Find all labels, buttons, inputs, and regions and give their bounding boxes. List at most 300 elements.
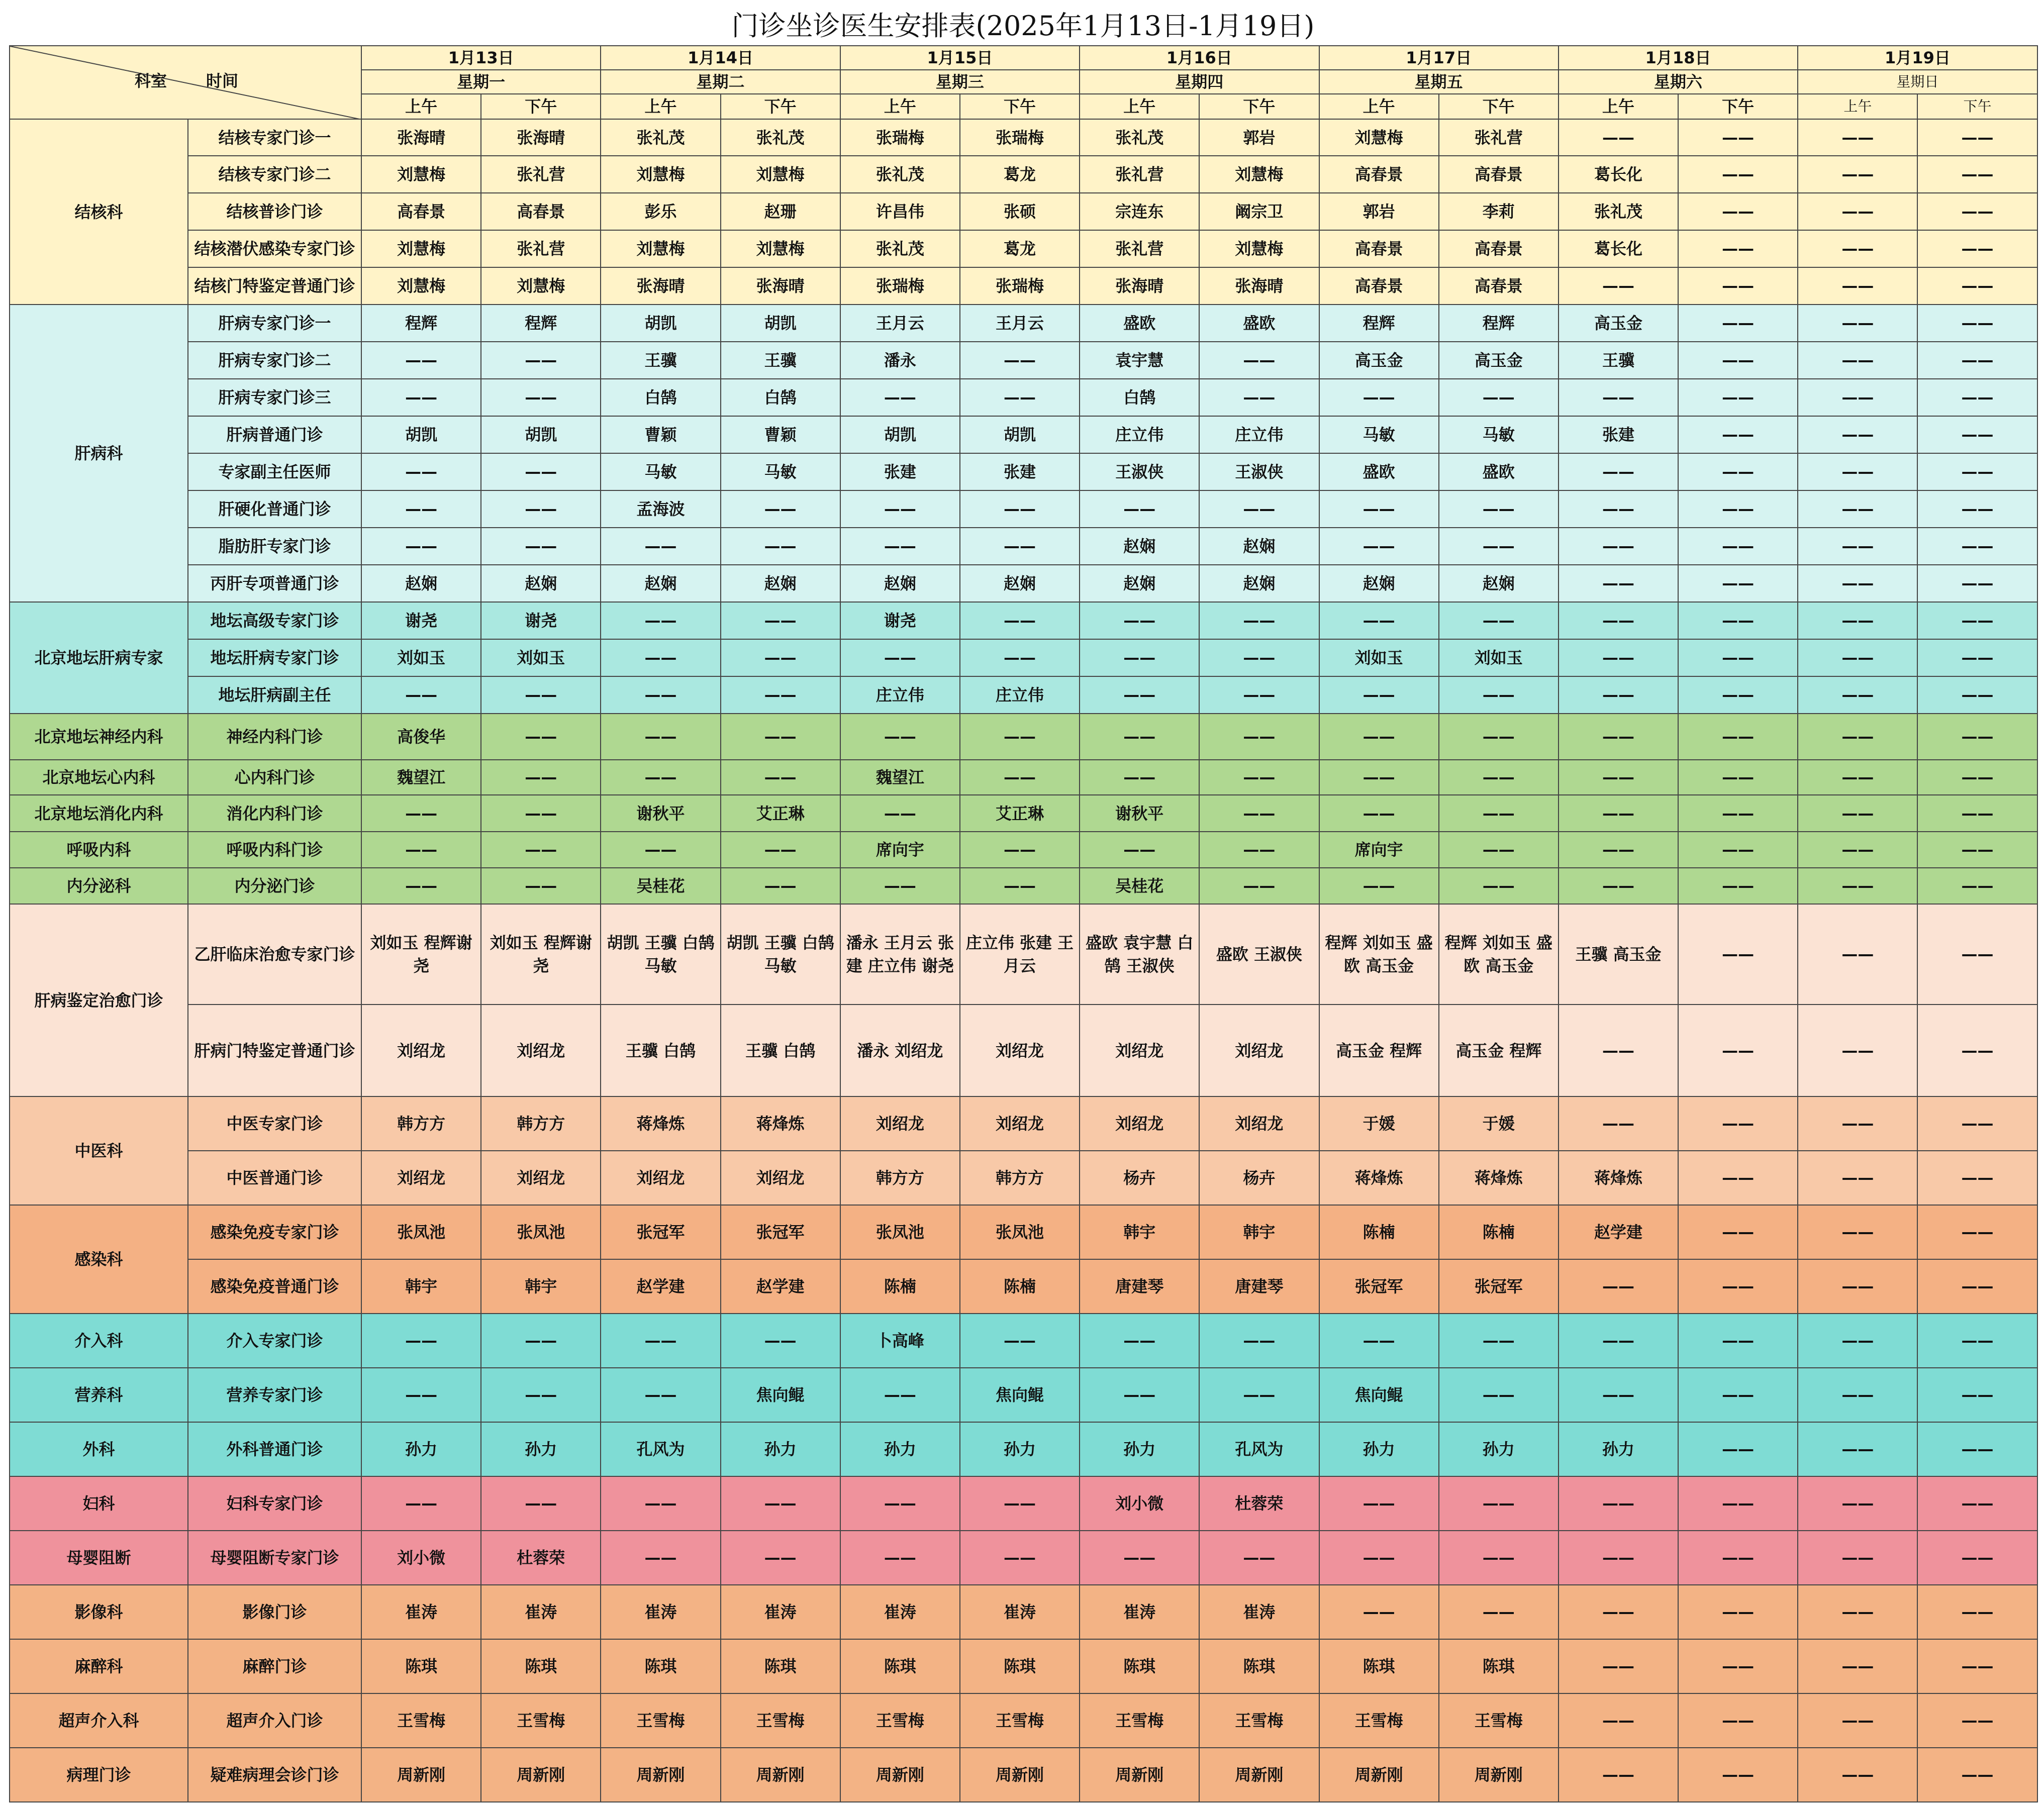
doctor-cell: —— [840, 639, 960, 676]
doctor-cell: 杜蓉荣 [481, 1531, 601, 1585]
doctor-cell: 高春景 [481, 193, 601, 230]
doctor-cell: —— [1678, 904, 1798, 1005]
doctor-cell: —— [1439, 868, 1559, 904]
doctor-cell: 谢尧 [361, 602, 481, 639]
doctor-cell: 葛长化 [1559, 156, 1678, 193]
doctor-cell: —— [1199, 760, 1319, 795]
doctor-cell: —— [1080, 639, 1199, 676]
doctor-cell: —— [1678, 676, 1798, 714]
doctor-cell: —— [1678, 156, 1798, 193]
table-row [10, 119, 2037, 156]
doctor-cell: —— [1917, 714, 2037, 760]
doctor-cell: —— [1678, 1259, 1798, 1314]
doctor-cell: —— [960, 342, 1080, 379]
doctor-cell: —— [1559, 868, 1678, 904]
doctor-cell: 孙力 [1319, 1422, 1439, 1476]
doctor-cell: —— [1678, 379, 1798, 416]
doctor-cell: —— [1917, 305, 2037, 342]
clinic-cell: 妇科专家门诊 [188, 1476, 361, 1531]
doctor-cell: —— [1559, 832, 1678, 868]
doctor-cell: 胡凯 [361, 416, 481, 453]
day-weekday: 星期二 [601, 70, 840, 94]
doctor-cell: —— [960, 528, 1080, 565]
doctor-cell: —— [481, 490, 601, 528]
doctor-cell: 周新刚 [721, 1748, 840, 1802]
doctor-cell: —— [1559, 676, 1678, 714]
doctor-cell: —— [481, 453, 601, 490]
doctor-cell: 陈琪 [1199, 1639, 1319, 1693]
doctor-cell: —— [1798, 230, 1917, 267]
doctor-cell: —— [481, 1368, 601, 1422]
doctor-cell: —— [1678, 868, 1798, 904]
doctor-cell: —— [1559, 1259, 1678, 1314]
doctor-cell: 程辉 [1319, 305, 1439, 342]
doctor-cell: —— [601, 832, 720, 868]
doctor-cell: 张礼茂 [840, 156, 960, 193]
doctor-cell: —— [1917, 639, 2037, 676]
doctor-cell: 于媛 [1319, 1096, 1439, 1151]
doctor-cell: 张礼茂 [1080, 119, 1199, 156]
doctor-cell: 高春景 [1319, 156, 1439, 193]
doctor-cell: 张海晴 [481, 119, 601, 156]
doctor-cell: 赵娴 [1439, 565, 1559, 602]
clinic-cell: 专家副主任医师 [188, 453, 361, 490]
doctor-cell: 韩方方 [361, 1096, 481, 1151]
doctor-cell: 宗连东 [1080, 193, 1199, 230]
doctor-cell: —— [1917, 1531, 2037, 1585]
doctor-cell: —— [1678, 832, 1798, 868]
table-row [10, 305, 2037, 342]
doctor-cell: —— [1678, 1314, 1798, 1368]
doctor-cell: —— [1080, 760, 1199, 795]
doctor-cell: 王雪梅 [1319, 1693, 1439, 1748]
doctor-cell: 陈琪 [481, 1639, 601, 1693]
department-cell: 北京地坛消化内科 [10, 795, 188, 832]
doctor-cell: —— [1798, 267, 1917, 305]
table-row [10, 1476, 2037, 1531]
doctor-cell: 许昌伟 [840, 193, 960, 230]
doctor-cell: 程辉 [361, 305, 481, 342]
am-label: 上午 [840, 94, 960, 119]
doctor-cell: —— [1439, 528, 1559, 565]
doctor-cell: —— [1199, 832, 1319, 868]
doctor-cell: 周新刚 [601, 1748, 720, 1802]
doctor-cell: 谢尧 [481, 602, 601, 639]
doctor-cell: —— [1678, 528, 1798, 565]
clinic-cell: 乙肝临床治愈专家门诊 [188, 904, 361, 1005]
doctor-cell: 焦向鲲 [1319, 1368, 1439, 1422]
doctor-cell: —— [1559, 565, 1678, 602]
table-row [10, 832, 2037, 868]
doctor-cell: —— [960, 1476, 1080, 1531]
clinic-cell: 地坛高级专家门诊 [188, 602, 361, 639]
doctor-cell: 艾正琳 [721, 795, 840, 832]
doctor-cell: —— [1678, 1693, 1798, 1748]
doctor-cell: —— [1199, 868, 1319, 904]
doctor-cell: 白鹄 [721, 379, 840, 416]
doctor-cell: 刘小微 [361, 1531, 481, 1585]
clinic-cell: 神经内科门诊 [188, 714, 361, 760]
department-cell: 营养科 [10, 1368, 188, 1422]
am-label: 上午 [1798, 94, 1917, 119]
department-cell: 北京地坛神经内科 [10, 714, 188, 760]
doctor-cell: —— [1678, 305, 1798, 342]
table-row [10, 1368, 2037, 1422]
doctor-cell: 张礼营 [1439, 119, 1559, 156]
doctor-cell: —— [601, 1314, 720, 1368]
clinic-cell: 内分泌门诊 [188, 868, 361, 904]
doctor-cell: —— [1319, 602, 1439, 639]
department-cell: 麻醉科 [10, 1639, 188, 1693]
doctor-cell: —— [361, 1476, 481, 1531]
doctor-cell: 刘绍龙 [1199, 1096, 1319, 1151]
doctor-cell: 孙力 [721, 1422, 840, 1476]
department-cell: 北京地坛心内科 [10, 760, 188, 795]
clinic-cell: 影像门诊 [188, 1585, 361, 1639]
department-cell: 北京地坛肝病专家 [10, 602, 188, 714]
doctor-cell: 周新刚 [840, 1748, 960, 1802]
doctor-cell: 艾正琳 [960, 795, 1080, 832]
doctor-cell: 高玉金 程辉 [1439, 1005, 1559, 1096]
doctor-cell: 曹颖 [601, 416, 720, 453]
doctor-cell: 王骥 白鹄 [601, 1005, 720, 1096]
doctor-cell: —— [1917, 230, 2037, 267]
doctor-cell: 张礼茂 [1559, 193, 1678, 230]
doctor-cell: —— [1917, 1422, 2037, 1476]
day-weekday: 星期六 [1559, 70, 1798, 94]
doctor-cell: —— [721, 528, 840, 565]
doctor-cell: —— [1080, 1314, 1199, 1368]
clinic-cell: 心内科门诊 [188, 760, 361, 795]
doctor-cell: 孙力 [1080, 1422, 1199, 1476]
doctor-cell: —— [1678, 795, 1798, 832]
doctor-cell: 蒋烽炼 [1559, 1151, 1678, 1205]
doctor-cell: —— [960, 639, 1080, 676]
doctor-cell: —— [1080, 676, 1199, 714]
doctor-cell: —— [721, 676, 840, 714]
doctor-cell: 赵娴 [960, 565, 1080, 602]
doctor-cell: —— [721, 868, 840, 904]
doctor-cell: 盛欧 袁宇慧 白鹄 王淑侠 [1080, 904, 1199, 1005]
doctor-cell: —— [960, 760, 1080, 795]
doctor-cell: 魏望江 [361, 760, 481, 795]
doctor-cell: 王雪梅 [361, 1693, 481, 1748]
doctor-cell: —— [481, 379, 601, 416]
doctor-cell: 蒋烽炼 [721, 1096, 840, 1151]
doctor-cell: —— [361, 528, 481, 565]
clinic-cell: 消化内科门诊 [188, 795, 361, 832]
doctor-cell: 高玉金 程辉 [1319, 1005, 1439, 1096]
doctor-cell: 李莉 [1439, 193, 1559, 230]
pm-label: 下午 [960, 94, 1080, 119]
doctor-cell: 高春景 [1439, 230, 1559, 267]
doctor-cell: —— [1678, 1368, 1798, 1422]
doctor-cell: —— [1917, 267, 2037, 305]
doctor-cell: 马敏 [721, 453, 840, 490]
department-cell: 感染科 [10, 1205, 188, 1314]
table-row [10, 760, 2037, 795]
day-date: 1月13日 [361, 46, 601, 70]
corner-diagonal [10, 46, 361, 119]
doctor-cell: —— [1798, 676, 1917, 714]
clinic-cell: 肝硬化普通门诊 [188, 490, 361, 528]
doctor-cell: 陈楠 [1439, 1205, 1559, 1259]
doctor-cell: —— [721, 1531, 840, 1585]
doctor-cell: 葛龙 [960, 156, 1080, 193]
doctor-cell: —— [721, 714, 840, 760]
doctor-cell: —— [1080, 714, 1199, 760]
doctor-cell: 赵娴 [1199, 565, 1319, 602]
doctor-cell: 张海晴 [1080, 267, 1199, 305]
doctor-cell: 高俊华 [361, 714, 481, 760]
doctor-cell: —— [1917, 1693, 2037, 1748]
doctor-cell: 潘永 王月云 张建 庄立伟 谢尧 [840, 904, 960, 1005]
doctor-cell: 张瑞梅 [960, 119, 1080, 156]
doctor-cell: 张礼营 [1080, 230, 1199, 267]
doctor-cell: 葛长化 [1559, 230, 1678, 267]
table-row [10, 1005, 2037, 1096]
clinic-cell: 丙肝专项普通门诊 [188, 565, 361, 602]
doctor-cell: 焦向鲲 [960, 1368, 1080, 1422]
doctor-cell: —— [361, 795, 481, 832]
doctor-cell: —— [1917, 1259, 2037, 1314]
doctor-cell: 王骥 [601, 342, 720, 379]
doctor-cell: —— [1319, 490, 1439, 528]
doctor-cell: 刘慧梅 [481, 267, 601, 305]
doctor-cell: —— [721, 602, 840, 639]
clinic-cell: 外科普通门诊 [188, 1422, 361, 1476]
clinic-cell: 中医专家门诊 [188, 1096, 361, 1151]
table-row [10, 1314, 2037, 1368]
doctor-cell: 高春景 [1439, 267, 1559, 305]
doctor-cell: —— [1917, 453, 2037, 490]
doctor-cell: —— [840, 490, 960, 528]
doctor-cell: 刘慧梅 [361, 230, 481, 267]
doctor-cell: 唐建琴 [1199, 1259, 1319, 1314]
doctor-cell: —— [721, 639, 840, 676]
doctor-cell: 庄立伟 张建 王月云 [960, 904, 1080, 1005]
doctor-cell: 陈琪 [840, 1639, 960, 1693]
doctor-cell: 崔涛 [960, 1585, 1080, 1639]
doctor-cell: —— [1798, 1259, 1917, 1314]
doctor-cell: —— [361, 453, 481, 490]
doctor-cell: —— [1319, 1314, 1439, 1368]
doctor-cell: 张建 [840, 453, 960, 490]
doctor-cell: 刘绍龙 [1080, 1096, 1199, 1151]
doctor-cell: 刘如玉 程辉谢尧 [361, 904, 481, 1005]
doctor-cell: —— [1080, 490, 1199, 528]
doctor-cell: 郭岩 [1319, 193, 1439, 230]
doctor-cell: —— [481, 795, 601, 832]
department-cell: 超声介入科 [10, 1693, 188, 1748]
doctor-cell: —— [601, 528, 720, 565]
table-row [10, 904, 2037, 1005]
doctor-cell: 刘慧梅 [361, 156, 481, 193]
doctor-cell: 刘慧梅 [361, 267, 481, 305]
doctor-cell: 韩方方 [481, 1096, 601, 1151]
clinic-cell: 结核专家门诊一 [188, 119, 361, 156]
doctor-cell: —— [1559, 267, 1678, 305]
doctor-cell: 刘慧梅 [1199, 230, 1319, 267]
doctor-cell: 孙力 [840, 1422, 960, 1476]
table-row [10, 193, 2037, 230]
doctor-cell: —— [1917, 1368, 2037, 1422]
doctor-cell: —— [1917, 1314, 2037, 1368]
doctor-cell: 席向宇 [840, 832, 960, 868]
doctor-cell: —— [1678, 1639, 1798, 1693]
doctor-cell: 张礼茂 [601, 119, 720, 156]
doctor-cell: —— [1678, 453, 1798, 490]
doctor-cell: —— [1439, 676, 1559, 714]
doctor-cell: 胡凯 [601, 305, 720, 342]
doctor-cell: 刘小微 [1080, 1476, 1199, 1531]
doctor-cell: —— [1678, 639, 1798, 676]
doctor-cell: 周新刚 [1319, 1748, 1439, 1802]
page-title: 门诊坐诊医生安排表(2025年1月13日-1月19日) [731, 10, 1315, 42]
doctor-cell: —— [1917, 1005, 2037, 1096]
clinic-cell: 超声介入门诊 [188, 1693, 361, 1748]
doctor-cell: 白鹄 [1080, 379, 1199, 416]
doctor-cell: 孙力 [960, 1422, 1080, 1476]
doctor-cell: —— [1199, 714, 1319, 760]
doctor-cell: 程辉 刘如玉 盛欧 高玉金 [1439, 904, 1559, 1005]
day-date: 1月19日 [1798, 46, 2037, 70]
doctor-cell: —— [721, 760, 840, 795]
doctor-cell: 葛龙 [960, 230, 1080, 267]
doctor-cell: —— [1917, 832, 2037, 868]
clinic-cell: 感染免疫专家门诊 [188, 1205, 361, 1259]
doctor-cell: —— [1798, 1422, 1917, 1476]
pm-label: 下午 [1199, 94, 1319, 119]
doctor-cell: 刘慧梅 [601, 230, 720, 267]
department-cell: 肝病科 [10, 305, 188, 602]
doctor-cell: —— [1798, 714, 1917, 760]
doctor-cell: —— [1917, 1748, 2037, 1802]
doctor-cell: 张礼茂 [721, 119, 840, 156]
header-corner [10, 46, 361, 119]
doctor-cell: 张冠军 [1319, 1259, 1439, 1314]
doctor-cell: 王雪梅 [840, 1693, 960, 1748]
doctor-cell: 杨卉 [1080, 1151, 1199, 1205]
doctor-cell: 刘绍龙 [960, 1096, 1080, 1151]
doctor-cell: 王雪梅 [601, 1693, 720, 1748]
doctor-cell: 韩宇 [481, 1259, 601, 1314]
doctor-cell: —— [1080, 1368, 1199, 1422]
doctor-cell: —— [1678, 1422, 1798, 1476]
doctor-cell: —— [1080, 602, 1199, 639]
doctor-cell: 刘慧梅 [601, 156, 720, 193]
doctor-cell: 孔风为 [601, 1422, 720, 1476]
day-weekday: 星期五 [1319, 70, 1559, 94]
doctor-cell: 高玉金 [1559, 305, 1678, 342]
am-label: 上午 [601, 94, 720, 119]
doctor-cell: —— [1798, 416, 1917, 453]
doctor-cell: 盛欧 [1080, 305, 1199, 342]
doctor-cell: 王雪梅 [960, 1693, 1080, 1748]
doctor-cell: —— [361, 1368, 481, 1422]
doctor-cell: 胡凯 [840, 416, 960, 453]
doctor-cell: —— [481, 868, 601, 904]
doctor-cell: —— [1678, 193, 1798, 230]
doctor-cell: 蒋烽炼 [601, 1096, 720, 1151]
doctor-cell: 郭岩 [1199, 119, 1319, 156]
table-row [10, 1151, 2037, 1205]
doctor-cell: 王月云 [840, 305, 960, 342]
doctor-cell: —— [1798, 832, 1917, 868]
doctor-cell: —— [1917, 676, 2037, 714]
doctor-cell: —— [1439, 1314, 1559, 1368]
doctor-cell: —— [1319, 868, 1439, 904]
doctor-cell: 王雪梅 [1080, 1693, 1199, 1748]
doctor-cell: 刘绍龙 [481, 1005, 601, 1096]
doctor-cell: 张建 [1559, 416, 1678, 453]
doctor-cell: 刘如玉 [1439, 639, 1559, 676]
doctor-cell: 王骥 [721, 342, 840, 379]
doctor-cell: —— [1917, 1205, 2037, 1259]
doctor-cell: —— [1917, 156, 2037, 193]
doctor-cell: —— [1678, 1476, 1798, 1531]
doctor-cell: 陈琪 [960, 1639, 1080, 1693]
doctor-cell: 程辉 [1439, 305, 1559, 342]
doctor-cell: 孟海波 [601, 490, 720, 528]
table-row [10, 676, 2037, 714]
doctor-cell: —— [1319, 379, 1439, 416]
doctor-cell: —— [1798, 1585, 1917, 1639]
doctor-cell: 王骥 白鹄 [721, 1005, 840, 1096]
clinic-cell: 介入专家门诊 [188, 1314, 361, 1368]
doctor-cell: —— [1917, 760, 2037, 795]
doctor-cell: 刘绍龙 [1080, 1005, 1199, 1096]
day-weekday: 星期一 [361, 70, 601, 94]
doctor-cell: —— [1917, 379, 2037, 416]
doctor-cell: 赵娴 [721, 565, 840, 602]
doctor-cell: —— [1917, 795, 2037, 832]
doctor-cell: 崔涛 [721, 1585, 840, 1639]
department-cell: 影像科 [10, 1585, 188, 1639]
doctor-cell: 张礼营 [481, 230, 601, 267]
doctor-cell: 胡凯 [721, 305, 840, 342]
day-date: 1月15日 [840, 46, 1080, 70]
doctor-cell: —— [1678, 490, 1798, 528]
doctor-cell: —— [1199, 795, 1319, 832]
doctor-cell: 曹颖 [721, 416, 840, 453]
doctor-cell: —— [1559, 1693, 1678, 1748]
doctor-cell: 陈琪 [1319, 1639, 1439, 1693]
doctor-cell: —— [1798, 904, 1917, 1005]
doctor-cell: 刘绍龙 [960, 1005, 1080, 1096]
doctor-cell: 张海晴 [601, 267, 720, 305]
doctor-cell: —— [1199, 602, 1319, 639]
department-cell: 介入科 [10, 1314, 188, 1368]
doctor-cell: —— [1798, 1205, 1917, 1259]
clinic-cell: 麻醉门诊 [188, 1639, 361, 1693]
doctor-cell: —— [1678, 760, 1798, 795]
table-row [10, 379, 2037, 416]
clinic-cell: 疑难病理会诊门诊 [188, 1748, 361, 1802]
doctor-cell: —— [1798, 760, 1917, 795]
doctor-cell: —— [1559, 1005, 1678, 1096]
doctor-cell: 彭乐 [601, 193, 720, 230]
doctor-cell: —— [1798, 156, 1917, 193]
pm-label: 下午 [1678, 94, 1798, 119]
doctor-cell: 张瑞梅 [960, 267, 1080, 305]
doctor-cell: 孙力 [361, 1422, 481, 1476]
table-row [10, 1096, 2037, 1151]
doctor-cell: —— [1439, 490, 1559, 528]
doctor-cell: 张凤池 [840, 1205, 960, 1259]
doctor-cell: —— [1917, 1096, 2037, 1151]
doctor-cell: —— [601, 676, 720, 714]
